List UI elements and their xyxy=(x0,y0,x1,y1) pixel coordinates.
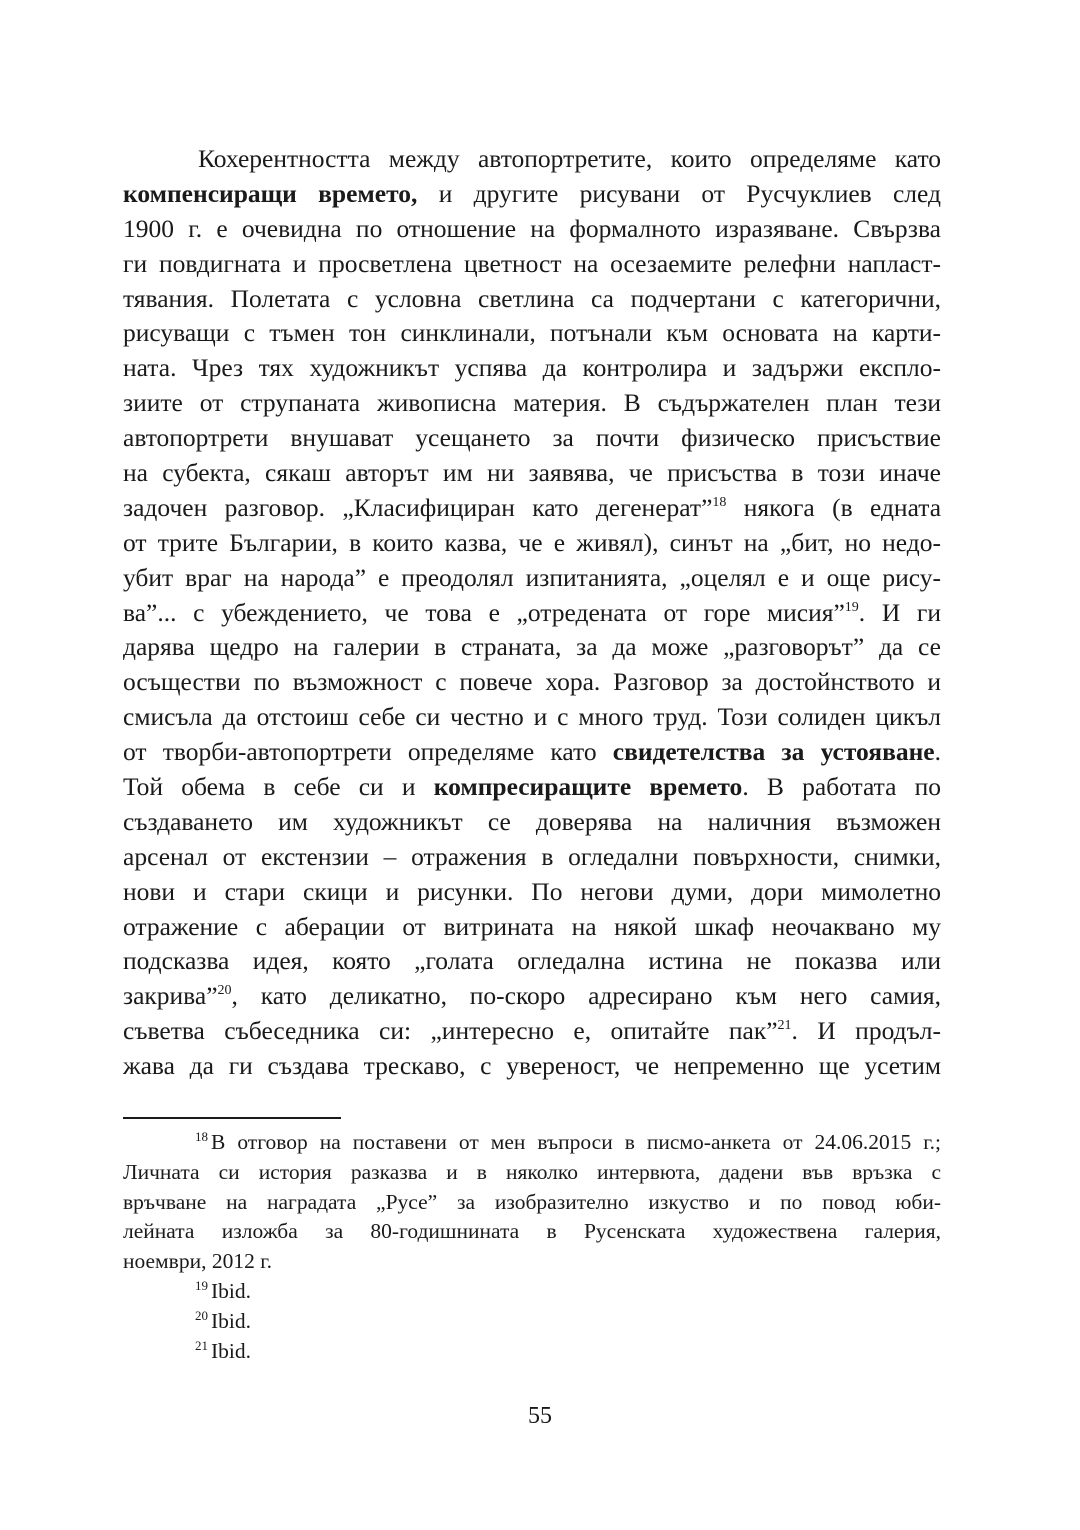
text-span: нови и стари скици и рисунки. По негови думи, дори мимолетно xyxy=(123,876,941,906)
footnote-text: Ibid. xyxy=(211,1308,252,1333)
footnote-text: В отговор на поставени от мен въпроси в писмо-анкета от 24.06.2015 г.; xyxy=(211,1130,941,1154)
text-span: зиите от струпаната живописна материя. В съдържателен план тези xyxy=(123,388,941,418)
text-span: 1900 г. е очевидна по отношение на формалното изразяване. Свързва xyxy=(123,213,941,243)
text-span: от трите Българии, в които казва, че е живял), синът на „бит, но недо- xyxy=(123,527,941,557)
text-line xyxy=(123,910,941,945)
text-line xyxy=(123,351,941,386)
text-span: ги повдигната и просветлена цветност на осезаемите релефни напласт- xyxy=(123,248,941,278)
footnote-ref-18[interactable]: 18 xyxy=(712,494,727,510)
text-line xyxy=(123,630,941,665)
text-span: подсказва идея, която „голата огледална истина не показва или xyxy=(123,946,941,976)
text-line xyxy=(123,665,941,700)
text-span: и другите рисувани от Русчуклиев след xyxy=(417,178,941,208)
footnote-line xyxy=(123,1247,941,1277)
text-span: арсенал от екстензии – отражения в огледални повърхности, снимки, xyxy=(123,841,941,871)
text-line xyxy=(123,770,941,805)
footnote-19 xyxy=(123,1277,941,1307)
text-span: . xyxy=(934,737,942,767)
text-line xyxy=(123,735,941,770)
text-line xyxy=(123,421,941,456)
text-span: съветва събеседника си: „интересно е, опитайте пак” xyxy=(123,1016,778,1046)
footnote-text: Личната си история разказва и в няколко интервюта, дадени във връзка с xyxy=(123,1159,941,1184)
footnote-text: Ibid. xyxy=(211,1278,252,1303)
text-line xyxy=(123,282,941,317)
text-span: на субекта, сякаш авторът им ни заявява, че присъства в този иначе xyxy=(123,458,941,488)
footnote-number: 21 xyxy=(195,1337,208,1353)
text-span: създаването им художникът се доверява на наличния възможен xyxy=(123,806,941,836)
footnote-line xyxy=(123,1217,941,1247)
text-span: от творби-автопортрети определяме като xyxy=(123,737,613,767)
bold-term: компенсиращи времето, xyxy=(123,178,418,208)
text-line xyxy=(123,875,941,910)
text-span: убит враг на народа” е преодолял изпитанията, „оцелял е и още рису- xyxy=(123,562,941,592)
footnote-line xyxy=(123,1188,941,1218)
page-number: 55 xyxy=(528,1403,552,1429)
bold-term: свидетелства за устояване xyxy=(612,737,935,767)
text-span: . И продъл- xyxy=(791,1016,941,1046)
footnote-separator xyxy=(123,1117,341,1119)
text-span: отражение с аберации от витрината на някой шкаф неочаквано му xyxy=(123,911,941,941)
footnote-text: лейната изложба за 80-годишнината в Русенската художествена галерия, xyxy=(123,1219,941,1244)
bold-term: компресиращите времето xyxy=(433,772,743,802)
footnotes xyxy=(123,1128,941,1366)
text-line xyxy=(123,1049,941,1084)
text-line xyxy=(123,596,941,631)
text-line xyxy=(123,526,941,561)
footnote-number: 20 xyxy=(195,1307,208,1323)
footnote-text: ноември, 2012 г. xyxy=(123,1249,272,1274)
text-span: осъществи по възможност с повече хора. Разговор за достойнството и xyxy=(123,667,941,697)
text-span: ва”... с убеждението, че това е „отредената от горе мисия” xyxy=(123,597,845,627)
text-span: закрива” xyxy=(123,981,218,1011)
text-span: задочен разговор. „Класифициран като дегенерат” xyxy=(123,492,713,522)
text-span: жава да ги създава трескаво, с увереност, че непременно ще усетим xyxy=(123,1051,941,1081)
text-span: смисъла да отстоиш себе си честно и с много труд. Този солиден цикъл xyxy=(123,702,941,732)
footnote-18 xyxy=(123,1128,941,1158)
text-line xyxy=(123,805,941,840)
text-span: дарява щедро на галерии в страната, за да може „разговорът” да се xyxy=(123,632,941,662)
text-span: Той обема в себе си и xyxy=(123,772,434,802)
text-line xyxy=(123,700,941,735)
footnote-ref-19[interactable]: 19 xyxy=(844,599,859,615)
text-span: , като деликатно, по-скоро адресирано към него самия, xyxy=(231,981,941,1011)
footnote-number: 18 xyxy=(195,1129,208,1144)
body-text xyxy=(123,142,941,1084)
text-line xyxy=(123,944,941,979)
text-line xyxy=(123,491,941,526)
text-span: ната. Чрез тях художникът успява да контролира и задържи експло- xyxy=(123,353,941,383)
text-line xyxy=(123,840,941,875)
footnote-ref-20[interactable]: 20 xyxy=(217,983,232,999)
footnote-21 xyxy=(123,1337,941,1367)
text-line xyxy=(123,386,941,421)
footnote-20 xyxy=(123,1307,941,1337)
text-line xyxy=(123,979,941,1014)
text-span: рисуващи с тъмен тон синклинали, потънали към основата на карти- xyxy=(123,318,941,348)
text-span: . И ги xyxy=(858,597,941,627)
text-line xyxy=(123,1014,941,1049)
text-span: тявания. Полетата с условна светлина са подчертани с категорични, xyxy=(123,283,941,313)
text-line xyxy=(123,247,941,282)
text-span: автопортрети внушават усещането за почти физическо присъствие xyxy=(123,423,941,453)
footnote-ref-21[interactable]: 21 xyxy=(777,1018,792,1034)
text-line xyxy=(123,177,941,212)
text-span: . В работата по xyxy=(742,772,941,802)
text-line xyxy=(123,142,941,177)
footnote-line xyxy=(123,1158,941,1188)
text-line xyxy=(123,316,941,351)
footnote-text: връчване на наградата „Русе” за изобразително изкуство и по повод юби- xyxy=(123,1189,941,1214)
text-span: Кохерентността между автопортретите, които определяме като xyxy=(198,144,941,173)
text-span: някога (в едната xyxy=(726,492,942,522)
text-line xyxy=(123,212,941,247)
text-line xyxy=(123,561,941,596)
text-line xyxy=(123,456,941,491)
footnote-text: Ibid. xyxy=(211,1338,252,1363)
footnote-number: 19 xyxy=(195,1277,208,1293)
